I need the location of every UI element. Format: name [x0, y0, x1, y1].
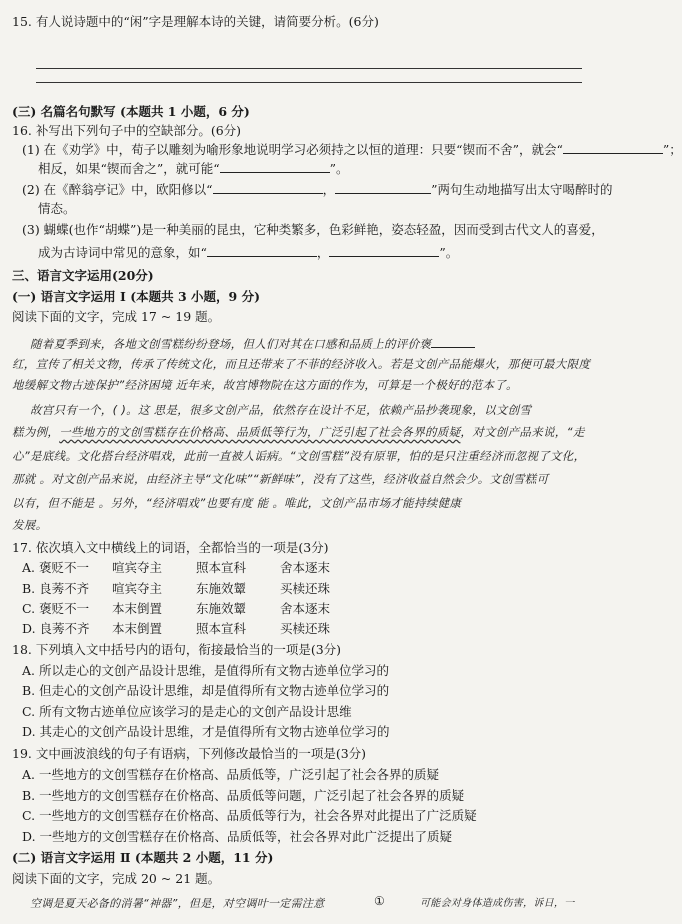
question-16-2-end: ”两句生动地描写出太守喝醉时的 [431, 182, 613, 197]
question-19-option-c[interactable]: C. 一些地方的文创雪糕存在价格高、品质低等行为，社会各界对此提出了广泛质疑 [22, 808, 477, 823]
option-word: 照本宣科 [196, 560, 247, 575]
question-16-1-line-2 [38, 160, 349, 177]
option-word: 舍本逐末 [280, 601, 331, 616]
option-word: 买椟还珠 [280, 581, 331, 596]
question-17-option-b[interactable] [22, 581, 330, 597]
passage-line: 心”是底线。文化搭台经济唱戏，此前一直被人诟病。“文创雪糕”没有原罪，怕的是只注重经济而忽视了文化， [12, 449, 586, 463]
fill-blank[interactable] [431, 335, 475, 348]
question-16-title: 16. 补写出下列句子中的空缺部分。(6分) [12, 123, 242, 138]
question-18-stem: 18. 下列填入文中括号内的语句，衔接最恰当的一项是(3分) [12, 642, 342, 657]
question-16-3-end: ”。 [439, 245, 459, 260]
option-word: 喧宾夺主 [112, 560, 163, 575]
option-word: 照本宣科 [196, 621, 247, 636]
passage-text: 糕为例， [12, 425, 60, 439]
passage-line: 那就 。对文创产品来说，由经济主导“文化味”“新鲜味”，没有了这些，经济收益自然会少。文创雪糕可 [12, 472, 549, 486]
reading-instruction-2: 阅读下面的文字，完成 20 ~ 21 题。 [12, 871, 221, 886]
option-label: A. 褒贬不一 [22, 560, 89, 575]
answer-line [36, 68, 582, 69]
fill-blank[interactable] [335, 181, 431, 194]
answer-line [36, 82, 582, 83]
question-16-1-end: ”； [662, 142, 682, 157]
option-label: B. 良莠不齐 [22, 581, 90, 596]
question-19-option-b[interactable]: B. 一些地方的文创雪糕存在价格高、品质低等问题，广泛引起了社会各界的质疑 [22, 788, 465, 803]
passage-text: 随着夏季到来，各地文创雪糕纷纷登场，但人们对其在口感和品质上的评价褒 [30, 337, 432, 351]
page-number: ① [374, 894, 385, 908]
question-19-option-a[interactable]: A. 一些地方的文创雪糕存在价格高、品质低等，广泛引起了社会各界的质疑 [22, 767, 439, 782]
question-16-1-line [22, 141, 682, 158]
question-17-option-a[interactable] [22, 560, 330, 576]
question-15: 15. 有人说诗题中的“闲”字是理解本诗的关键，请简要分析。(6分) [12, 14, 379, 29]
question-16-3-text: 成为古诗词中常见的意象，如“ [38, 245, 207, 260]
question-17-stem: 17. 依次填入文中横线上的词语，全都恰当的一项是(3分) [12, 540, 329, 555]
section-heading-mingpian: (三) 名篇名句默写 (本题共 1 小题，6 分) [12, 104, 250, 119]
option-word: 喧宾夺主 [112, 581, 163, 596]
passage-line-partial-right: 可能会对身体造成伤害，诉日，一 [420, 898, 575, 909]
passage-text: ，对文创产品来说，“走 [460, 425, 585, 439]
question-16-1b-text: 相反，如果“锲而舍之”，就可能“ [38, 161, 220, 176]
question-18-option-a[interactable]: A. 所以走心的文创产品设计思维，是值得所有文物古迹单位学习的 [22, 663, 389, 678]
question-16-2-line [22, 181, 613, 198]
wavy-underlined-sentence: 一些地方的文创雪糕存在价格高、品质低等行为，广泛引起了社会各界的质疑 [59, 425, 461, 439]
passage-line: 发展。 [12, 518, 48, 532]
question-17-option-d[interactable] [22, 621, 330, 637]
passage-line [30, 335, 475, 352]
passage-line [12, 424, 585, 440]
passage-line: 故宫只有一个，( )。这 思是，很多文创产品，依然存在设计不足，依赖产品抄袭现象，以文创雪 [30, 403, 532, 417]
passage-line: 地缓解文物古迹保护”经济困境 近年来，故宫博物院在这方面的作为，可算是一个极好的范本了。 [12, 378, 518, 392]
question-16-1b-end: ”。 [329, 161, 349, 176]
fill-blank[interactable] [220, 160, 330, 173]
passage-line-partial: 空调是夏天必备的消暑“神器”，但是，对空调叶一定需注意 [30, 897, 325, 910]
reading-instruction: 阅读下面的文字，完成 17 ~ 19 题。 [12, 309, 221, 324]
question-18-option-b[interactable]: B. 但走心的文创产品设计思维，却是值得所有文物古迹单位学习的 [22, 683, 390, 698]
question-16-3-mid: ， [316, 245, 330, 260]
subsection-heading-1: (一) 语言文字运用 Ⅰ (本题共 3 小题，9 分) [12, 289, 261, 304]
fill-blank[interactable] [213, 181, 323, 194]
question-19-option-d[interactable]: D. 一些地方的文创雪糕存在价格高、品质低等，社会各界对此广泛提出了质疑 [22, 829, 453, 844]
question-18-option-c[interactable]: C. 所有文物古迹单位应该学习的是走心的文创产品设计思维 [22, 704, 352, 719]
passage-line: 以有，但不能是 。另外，“经济唱戏”也要有度 能 。唯此，文创产品市场才能持续健康 [12, 496, 462, 510]
passage-line: 红，宣传了相关文物，传承了传统文化，而且还带来了不菲的经济收入。若是文创产品能爆火，那便可最大限度 [12, 357, 591, 371]
option-word: 舍本逐末 [280, 560, 331, 575]
section-heading-language: 三、语言文字运用(20分) [12, 268, 154, 283]
question-16-3-line: (3) 蝴蝶(也作“胡蝶”)是一种美丽的昆虫，它种类繁多，色彩鲜艳，姿态轻盈，因而受到古代文人的喜爱， [22, 222, 604, 237]
question-16-3-line-2 [38, 244, 458, 261]
option-word: 东施效颦 [196, 581, 247, 596]
question-16-2-line-2: 情态。 [38, 201, 76, 216]
subsection-heading-2: (二) 语言文字运用 Ⅱ (本题共 2 小题，11 分) [12, 850, 274, 865]
option-word: 买椟还珠 [280, 621, 331, 636]
question-16-2-mid: ， [322, 182, 336, 197]
fill-blank[interactable] [207, 244, 317, 257]
question-17-option-c[interactable] [22, 601, 330, 617]
option-word: 东施效颦 [196, 601, 247, 616]
option-label: D. 良莠不齐 [22, 621, 90, 636]
question-16-2-text: (2) 在《醉翁亭记》中，欧阳修以“ [22, 182, 213, 197]
option-word: 本末倒置 [112, 621, 163, 636]
fill-blank[interactable] [563, 141, 663, 154]
option-label: C. 褒贬不一 [22, 601, 90, 616]
option-word: 本末倒置 [112, 601, 163, 616]
question-16-1-text: (1) 在《劝学》中，荀子以雕刻为喻形象地说明学习必须持之以恒的道理：只要“锲而不舍”，就会“ [22, 142, 563, 157]
question-18-option-d[interactable]: D. 其走心的文创产品设计思维，才是值得所有文物古迹单位学习的 [22, 724, 390, 739]
question-19-stem: 19. 文中画波浪线的句子有语病，下列修改最恰当的一项是(3分) [12, 746, 367, 761]
fill-blank[interactable] [329, 244, 439, 257]
